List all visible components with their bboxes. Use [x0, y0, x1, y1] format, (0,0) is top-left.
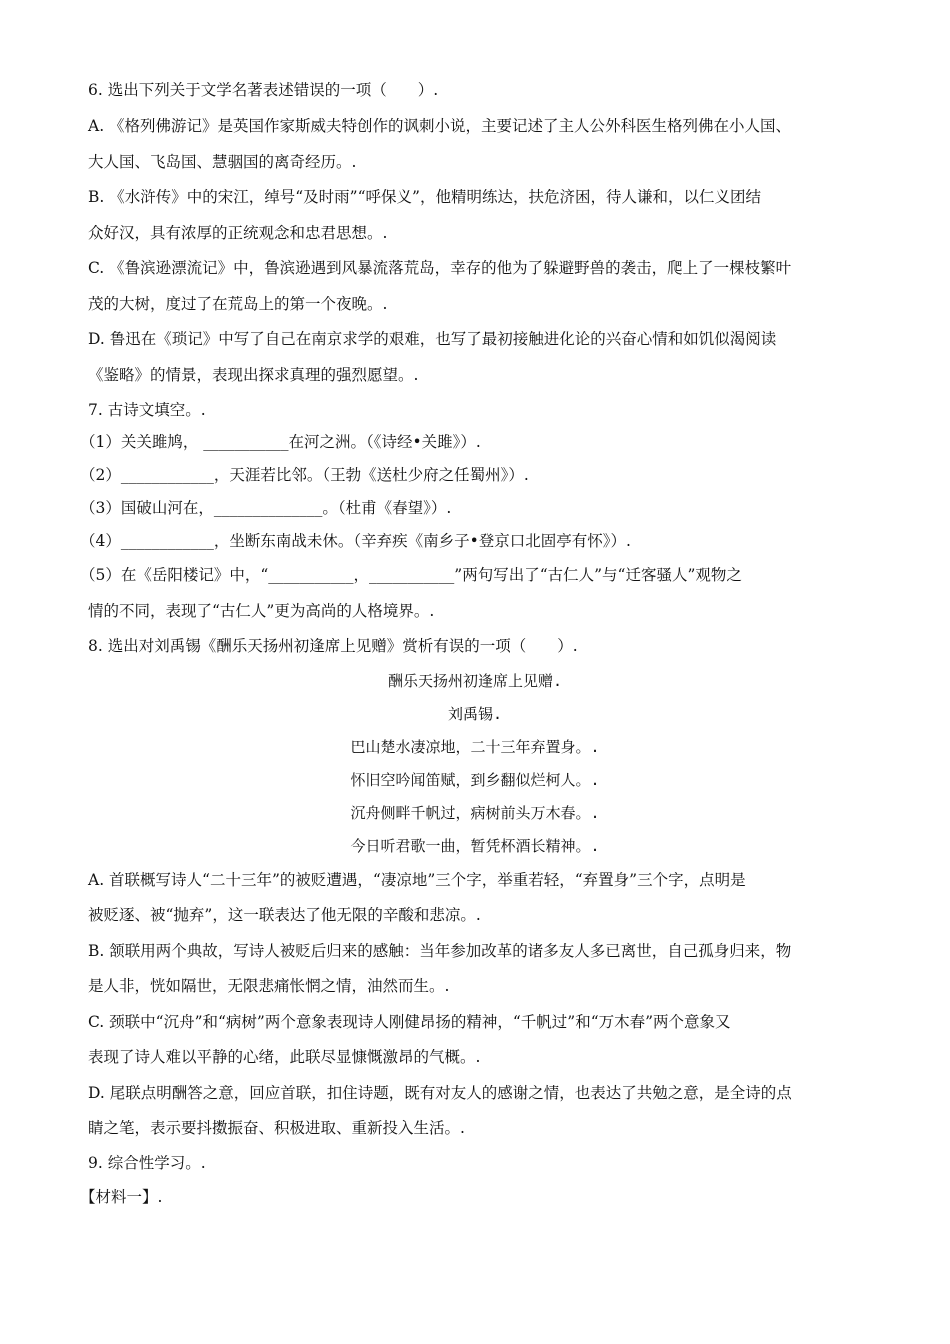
q6-stem: 6. 选出下列关于文学名著表述错误的一项（ ）.	[88, 81, 439, 99]
poem-line: 巴山楚水凄凉地，二十三年弃置身。.	[350, 738, 600, 756]
q8-option-a-cont: 被贬逐、被“抛弃”，这一联表达了他无限的辛酸和悲凉。.	[88, 906, 481, 924]
q6-option-a: A. 《格列佛游记》是英国作家斯威夫特创作的讽刺小说，主要记述了主人公外科医生格列佛在小人国、	[88, 117, 792, 135]
poem-author: 刘禹锡.	[447, 705, 503, 723]
q6-option-b-cont: 众好汉，具有浓厚的正统观念和忠君思想。.	[88, 224, 388, 242]
q7-item-1: （1）关关雎鸠， ___________在河之洲。（《诗经•关雎》）.	[80, 433, 481, 451]
q7-item-5: （5）在《岳阳楼记》中，“___________，___________”两句写出了“古仁人”与“迁客骚人”观物之	[80, 566, 742, 584]
q8-option-b: B. 颔联用两个典故，写诗人被贬后归来的感触：当年参加改革的诸多友人多已离世，自己孤身归来，物	[88, 942, 792, 960]
q9-stem: 9. 综合性学习。.	[88, 1154, 206, 1172]
q8-option-d: D. 尾联点明酬答之意，回应首联，扣住诗题，既有对友人的感谢之情，也表达了共勉之意，是全诗的点	[88, 1084, 792, 1102]
q8-option-b-cont: 是人非，恍如隔世，无限悲痛怅惘之情，油然而生。.	[88, 977, 450, 995]
q7-item-2: （2）____________，天涯若比邻。（王勃《送杜少府之任蜀州》）.	[80, 466, 529, 484]
poem-title: 酬乐天扬州初逢席上见赠.	[387, 672, 563, 690]
q6-option-b: B. 《水浒传》中的宋江，绰号“及时雨”“呼保义”，他精明练达，扶危济困，待人谦和，以仁义团结	[88, 188, 761, 206]
q8-stem: 8. 选出对刘禹锡《酬乐天扬州初逢席上见赠》赏析有误的一项（ ）.	[88, 637, 578, 655]
poem-line: 今日听君歌一曲，暂凭杯酒长精神。.	[350, 837, 600, 855]
q6-option-a-cont: 大人国、飞岛国、慧骃国的离奇经历。.	[88, 153, 357, 171]
q6-option-d: D. 鲁迅在《琐记》中写了自己在南京求学的艰难，也写了最初接触进化论的兴奋心情和如饥似渴阅读	[88, 330, 777, 348]
q8-option-c-cont: 表现了诗人难以平静的心绪，此联尽显慷慨激昂的气概。.	[88, 1048, 481, 1066]
q8-option-a: A. 首联概写诗人“二十三年”的被贬遭遇，“凄凉地”三个字，举重若轻，“弃置身”三个字，点明是	[88, 871, 746, 889]
q7-item-5-cont: 情的不同，表现了“古仁人”更为高尚的人格境界。.	[88, 602, 435, 620]
q7-stem: 7. 古诗文填空。.	[88, 401, 206, 419]
q7-item-4: （4）____________，坐断东南战未休。（辛弃疾《南乡子•登京口北固亭有怀》）.	[80, 532, 631, 550]
q6-option-c-cont: 茂的大树，度过了在荒岛上的第一个夜晚。.	[88, 295, 388, 313]
q6-option-c: C. 《鲁滨逊漂流记》中，鲁滨逊遇到风暴流落荒岛，幸存的他为了躲避野兽的袭击，爬上了一棵枝繁叶	[88, 259, 792, 277]
q6-option-d-cont: 《鉴略》的情景，表现出探求真理的强烈愿望。.	[88, 366, 419, 384]
poem-line: 怀旧空吟闻笛赋，到乡翻似烂柯人。.	[350, 771, 600, 789]
q7-item-3: （3）国破山河在，______________。（杜甫《春望》）.	[80, 499, 452, 517]
poem-line: 沉舟侧畔千帆过，病树前头万木春。.	[350, 804, 600, 822]
q9-material-heading: 【材料一】.	[80, 1188, 163, 1206]
q8-option-c: C. 颈联中“沉舟”和“病树”两个意象表现诗人刚健昂扬的精神，“千帆过”和“万木春”两个意象又	[88, 1013, 731, 1031]
q8-option-d-cont: 睛之笔，表示要抖擞振奋、积极进取、重新投入生活。.	[88, 1119, 465, 1137]
